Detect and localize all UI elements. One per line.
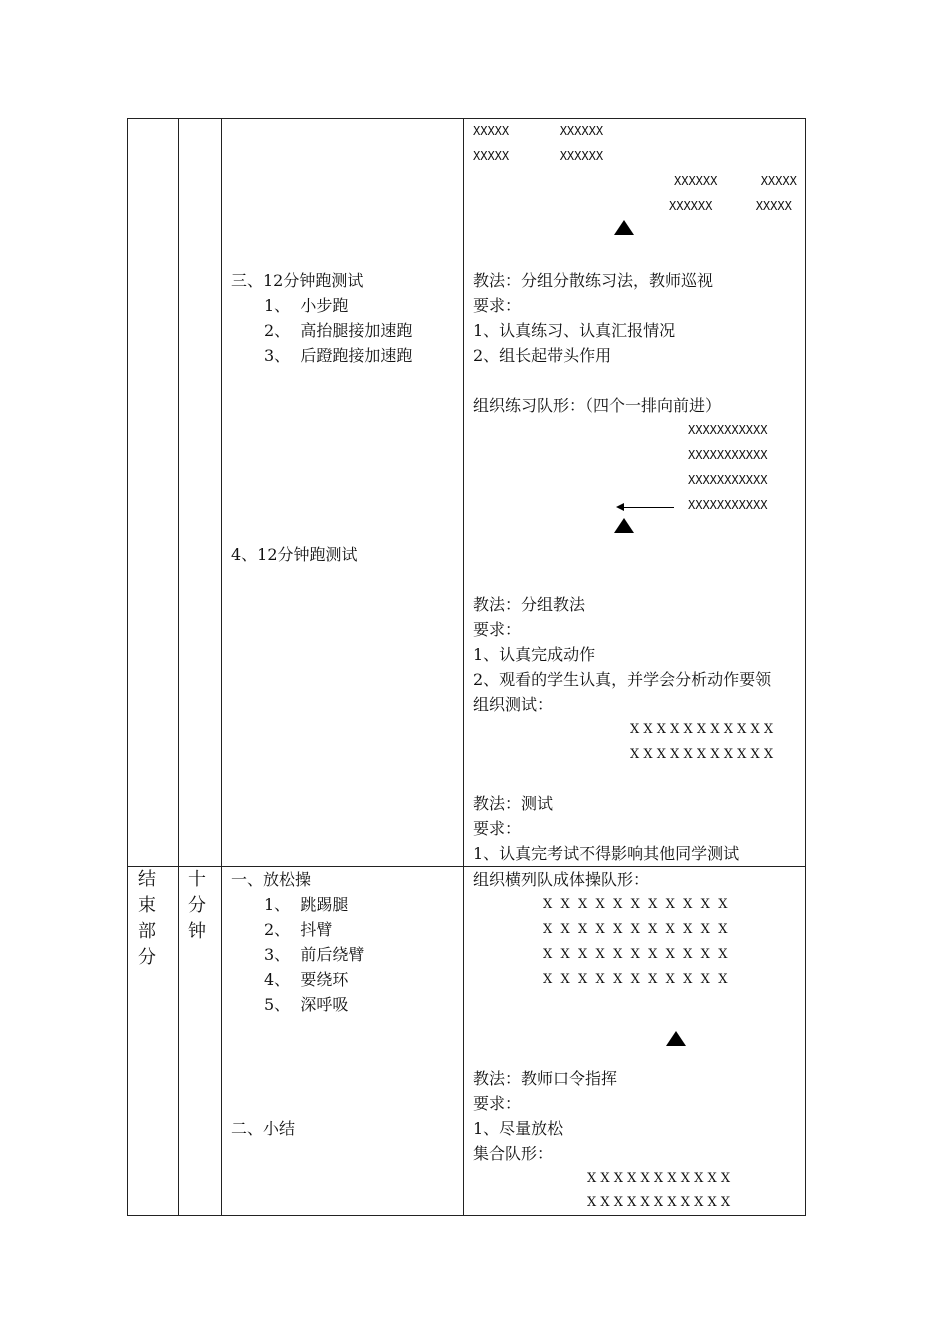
column-divider-3 (463, 118, 464, 1216)
section-title: 三、12分钟跑测试 (231, 271, 364, 290)
formation-row: XXXXXX XXXXX (669, 199, 792, 213)
list-item: 4、12分钟跑测试 (231, 545, 358, 564)
requirement-label: 要求： (473, 620, 522, 639)
table-bottom-border (127, 1215, 806, 1216)
formation-row: X X X X X X X X X X X (587, 1171, 731, 1186)
list-item: 3、 后蹬跑接加速跑 (264, 346, 413, 365)
requirement-item: 1、认真完成动作 (473, 645, 596, 664)
list-item: 5、 深呼吸 (264, 995, 349, 1014)
formation-row: X X X X X X X X X X X (543, 897, 728, 912)
teaching-method: 教法：分组分散练习法，教师巡视 (473, 271, 714, 290)
section-title: 二、小结 (231, 1119, 296, 1138)
requirement-label: 要求： (473, 296, 522, 315)
formation-label: 组织横列队成体操队形： (473, 870, 650, 889)
formation-row: X X X X X X X X X X X (587, 1195, 731, 1210)
formation-row: XXXXXX XXXXX (674, 174, 797, 188)
requirement-item: 1、尽量放松 (473, 1119, 564, 1138)
list-item: 1、 小步跑 (264, 296, 349, 315)
formation-row: XXXXXXXXXXX (688, 423, 768, 437)
duration-char: 钟 (188, 921, 206, 942)
list-item: 1、 跳踢腿 (264, 895, 349, 914)
formation-row: XXXXXXXXXXX (688, 498, 768, 512)
requirement-item: 2、观看的学生认真，并学会分析动作要领 (473, 670, 772, 689)
column-divider-1 (178, 118, 179, 1216)
formation-row: XXXXXXXXXXX (688, 473, 768, 487)
section-name-char: 束 (138, 895, 156, 916)
column-divider-2 (221, 118, 222, 1216)
row-divider (127, 866, 806, 867)
formation-row: X X X X X X X X X X X (630, 722, 774, 737)
formation-label: 组织练习队形：（四个一排向前进） (473, 396, 722, 415)
section-name-char: 结 (138, 869, 156, 890)
direction-arrow-shaft (622, 507, 674, 508)
section-name-char: 部 (138, 921, 156, 942)
requirement-item: 1、认真完考试不得影响其他同学测试 (473, 844, 740, 863)
formation-row: X X X X X X X X X X X (630, 747, 774, 762)
gather-label: 集合队形： (473, 1144, 554, 1163)
requirement-item: 1、认真练习、认真汇报情况 (473, 321, 676, 340)
requirement-label: 要求： (473, 1094, 522, 1113)
list-item: 4、 要绕环 (264, 970, 349, 989)
formation-row: X X X X X X X X X X X (543, 947, 728, 962)
formation-row: XXXXXXXXXXX (688, 448, 768, 462)
section-name-char: 分 (138, 947, 156, 968)
teacher-triangle-icon (666, 1031, 686, 1046)
formation-row: XXXXX XXXXXX (473, 124, 604, 138)
table-right-border (805, 118, 806, 1216)
teacher-triangle-icon (614, 220, 634, 235)
teaching-method: 教法：教师口令指挥 (473, 1069, 618, 1088)
test-label: 组织测试： (473, 695, 554, 714)
list-item: 2、 抖臂 (264, 920, 333, 939)
formation-row: X X X X X X X X X X X (543, 972, 728, 987)
formation-row: X X X X X X X X X X X (543, 922, 728, 937)
requirement-label: 要求： (473, 819, 522, 838)
requirement-item: 2、组长起带头作用 (473, 346, 612, 365)
section-title: 一、放松操 (231, 870, 312, 889)
duration-char: 分 (188, 895, 206, 916)
teacher-triangle-icon (614, 518, 634, 533)
teaching-method: 教法：测试 (473, 794, 554, 813)
list-item: 2、 高抬腿接加速跑 (264, 321, 413, 340)
table-top-border (127, 118, 806, 119)
teaching-method: 教法：分组教法 (473, 595, 586, 614)
duration-char: 十 (188, 869, 206, 890)
list-item: 3、 前后绕臂 (264, 945, 365, 964)
table-left-border (127, 118, 128, 1216)
formation-row: XXXXX XXXXXX (473, 149, 604, 163)
